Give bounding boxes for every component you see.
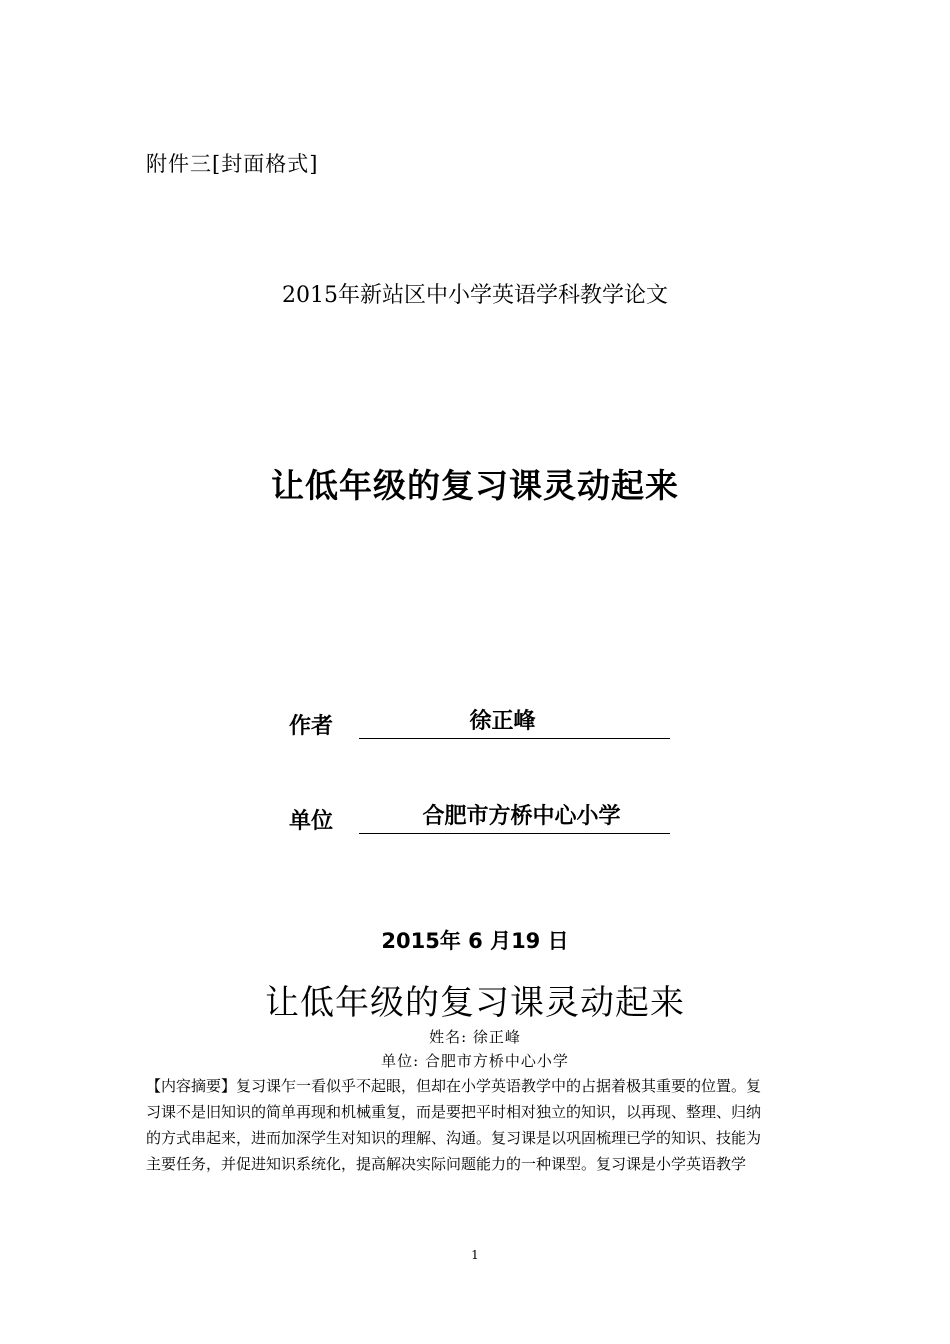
- page-number: 1: [471, 1248, 479, 1262]
- unit-value: 合肥市方桥中心小学: [422, 804, 621, 829]
- paper-author-line: 姓名: 徐正峰: [429, 1028, 521, 1046]
- paper-unit-line: 单位: 合肥市方桥中心小学: [381, 1052, 569, 1070]
- cover-subtitle: 2015年新站区中小学英语学科教学论文: [282, 283, 668, 308]
- cover-title: 让低年级的复习课灵动起来: [271, 466, 679, 505]
- abstract-line: 习课不是旧知识的简单再现和机械重复，而是要把平时相对独立的知识，以再现、整理、归纳: [146, 1103, 762, 1121]
- paper-title: 让低年级的复习课灵动起来: [265, 983, 685, 1023]
- author-value: 徐正峰: [469, 709, 536, 734]
- unit-field: [359, 804, 670, 834]
- abstract-paragraph: [146, 1073, 808, 1177]
- unit-label: 单位: [289, 809, 334, 834]
- abstract-line: 【内容摘要】复习课乍一看似乎不起眼，但却在小学英语教学中的占据着极其重要的位置。复: [146, 1077, 762, 1095]
- cover-date: 2015年 6 月19 日: [381, 929, 569, 953]
- author-label: 作者: [289, 714, 334, 739]
- attachment-label: 附件三[封面格式]: [146, 152, 319, 176]
- author-field: [359, 709, 670, 739]
- abstract-line: 的方式串起来，进而加深学生对知识的理解、沟通。复习课是以巩固梳理已学的知识、技能为: [146, 1129, 762, 1147]
- abstract-line: 主要任务，并促进知识系统化，提高解决实际问题能力的一种课型。复习课是小学英语教学: [146, 1155, 747, 1173]
